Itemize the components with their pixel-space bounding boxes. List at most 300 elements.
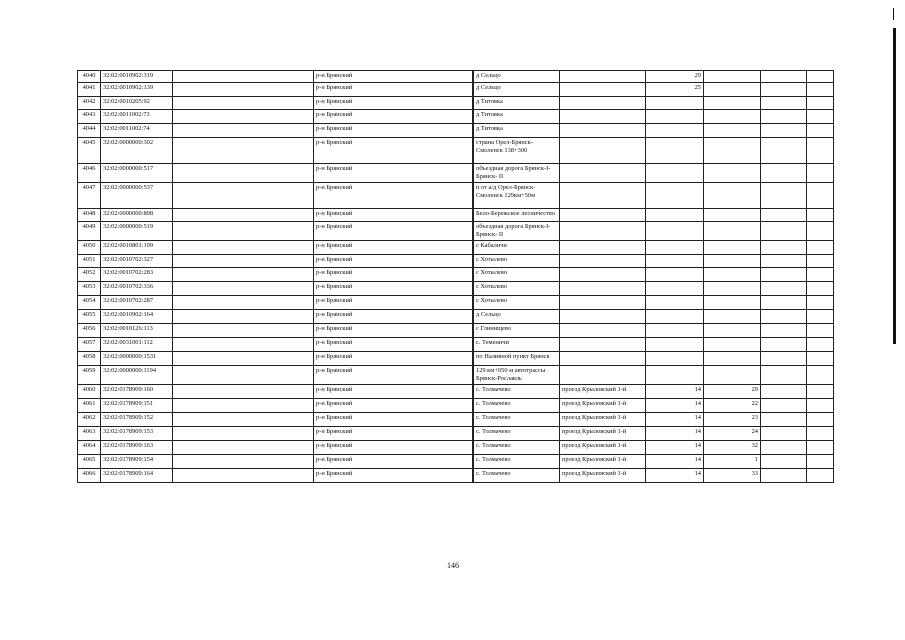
house-number-cell <box>646 138 704 164</box>
empty-cell <box>807 455 834 469</box>
empty-cell <box>173 110 314 124</box>
empty-cell <box>807 338 834 352</box>
house-number-cell <box>646 222 704 241</box>
house-number-cell <box>646 255 704 268</box>
empty-cell <box>173 310 314 324</box>
empty-cell <box>807 124 834 138</box>
district-cell: р-н Брянский <box>314 296 473 310</box>
building-number-cell: 1 <box>704 455 761 469</box>
district-cell: р-н Брянский <box>314 338 473 352</box>
locality-cell: с Хотылево <box>474 255 560 268</box>
empty-cell <box>761 209 807 222</box>
building-number-cell: 29 <box>704 385 761 399</box>
building-number-cell <box>704 138 761 164</box>
row-number-cell: 4053 <box>78 282 101 296</box>
locality-cell: п от а/д Орел-Брянск-Смоленск 129км+50м <box>474 183 560 209</box>
empty-cell <box>173 427 314 441</box>
empty-cell <box>173 399 314 413</box>
building-number-cell: 24 <box>704 427 761 441</box>
locality-cell: с. Толмачево <box>474 427 560 441</box>
empty-cell <box>761 222 807 241</box>
empty-cell <box>173 296 314 310</box>
row-number-cell: 4060 <box>78 385 101 399</box>
locality-cell: д Титовка <box>474 124 560 138</box>
table-row <box>78 164 834 183</box>
street-cell <box>560 209 646 222</box>
row-number-cell: 4066 <box>78 469 101 483</box>
district-cell: р-н Брянский <box>314 282 473 296</box>
district-cell: р-н Брянский <box>314 427 473 441</box>
empty-cell <box>807 138 834 164</box>
cadastral-number-cell: 32:02:0000000:1531 <box>101 352 173 366</box>
cadastral-number-cell: 32:02:0178909:154 <box>101 455 173 469</box>
district-cell: р-н Брянский <box>314 469 473 483</box>
row-number-cell: 4044 <box>78 124 101 138</box>
empty-cell <box>807 366 834 385</box>
row-number-cell: 4064 <box>78 441 101 455</box>
house-number-cell: 25 <box>646 83 704 97</box>
empty-cell <box>807 164 834 183</box>
empty-cell <box>807 399 834 413</box>
empty-cell <box>761 469 807 483</box>
street-cell <box>560 296 646 310</box>
scan-edge-bar <box>893 28 896 344</box>
empty-cell <box>807 324 834 338</box>
empty-cell <box>807 427 834 441</box>
cadastral-number-cell: 32:02:0178909:152 <box>101 413 173 427</box>
empty-cell <box>807 310 834 324</box>
empty-cell <box>761 83 807 97</box>
row-number-cell: 4043 <box>78 110 101 124</box>
row-number-cell: 4047 <box>78 183 101 209</box>
locality-cell: с. Толмачево <box>474 385 560 399</box>
locality-cell: д Сельцо <box>474 83 560 97</box>
empty-cell <box>807 183 834 209</box>
street-cell: проезд Крыловский 1-й <box>560 455 646 469</box>
building-number-cell <box>704 97 761 110</box>
locality-cell: с Глинищево <box>474 324 560 338</box>
table-row <box>78 455 834 469</box>
locality-cell: объездная дорога Брянск-I- Брянск- II <box>474 164 560 183</box>
street-cell <box>560 324 646 338</box>
cadastral-number-cell: 32:02:0010702:327 <box>101 255 173 268</box>
empty-cell <box>761 255 807 268</box>
street-cell <box>560 110 646 124</box>
house-number-cell <box>646 97 704 110</box>
house-number-cell: 14 <box>646 385 704 399</box>
district-cell: р-н Брянский <box>314 71 473 83</box>
empty-cell <box>761 413 807 427</box>
table-row <box>78 352 834 366</box>
cadastral-number-cell: 32:02:0000000:302 <box>101 138 173 164</box>
house-number-cell <box>646 338 704 352</box>
row-number-cell: 4061 <box>78 399 101 413</box>
empty-cell <box>173 138 314 164</box>
cadastral-number-cell: 32:02:0010126:113 <box>101 324 173 338</box>
locality-cell: по Наливной пункт Брянск <box>474 352 560 366</box>
empty-cell <box>173 469 314 483</box>
street-cell: проезд Крыловский 1-й <box>560 427 646 441</box>
street-cell <box>560 164 646 183</box>
table-row <box>78 427 834 441</box>
row-number-cell: 4040 <box>78 71 101 83</box>
cadastral-number-cell: 32:02:0011002:74 <box>101 124 173 138</box>
locality-cell: с. Толмачево <box>474 399 560 413</box>
empty-cell <box>173 324 314 338</box>
cadastral-number-cell: 32:02:0010702:287 <box>101 296 173 310</box>
row-number-cell: 4056 <box>78 324 101 338</box>
cadastral-number-cell: 32:02:0000000:517 <box>101 164 173 183</box>
street-cell: проезд Крыловский 1-й <box>560 441 646 455</box>
row-number-cell: 4045 <box>78 138 101 164</box>
street-cell <box>560 338 646 352</box>
district-cell: р-н Брянский <box>314 83 473 97</box>
house-number-cell: 14 <box>646 399 704 413</box>
house-number-cell <box>646 352 704 366</box>
district-cell: р-н Брянский <box>314 441 473 455</box>
building-number-cell <box>704 110 761 124</box>
row-number-cell: 4041 <box>78 83 101 97</box>
house-number-cell: 14 <box>646 455 704 469</box>
building-number-cell: 23 <box>704 413 761 427</box>
building-number-cell <box>704 222 761 241</box>
street-cell: проезд Крыловский 1-й <box>560 399 646 413</box>
empty-cell <box>761 110 807 124</box>
table-row <box>78 310 834 324</box>
house-number-cell <box>646 164 704 183</box>
empty-cell <box>761 183 807 209</box>
empty-cell <box>173 241 314 255</box>
table-row <box>78 399 834 413</box>
house-number-cell <box>646 209 704 222</box>
street-cell <box>560 222 646 241</box>
street-cell <box>560 124 646 138</box>
cadastral-number-cell: 32:02:0000000:1194 <box>101 366 173 385</box>
empty-cell <box>807 385 834 399</box>
table-row <box>78 241 834 255</box>
building-number-cell <box>704 241 761 255</box>
empty-cell <box>761 310 807 324</box>
building-number-cell <box>704 71 761 83</box>
street-cell <box>560 310 646 324</box>
table-row <box>78 83 834 97</box>
empty-cell <box>173 83 314 97</box>
house-number-cell <box>646 324 704 338</box>
house-number-cell <box>646 296 704 310</box>
empty-cell <box>173 455 314 469</box>
locality-cell: д Сельцо <box>474 310 560 324</box>
empty-cell <box>761 164 807 183</box>
table-row <box>78 469 834 483</box>
district-cell: р-н Брянский <box>314 455 473 469</box>
locality-cell: с Хотылево <box>474 282 560 296</box>
building-number-cell <box>704 268 761 282</box>
empty-cell <box>807 296 834 310</box>
empty-cell <box>761 385 807 399</box>
street-cell <box>560 71 646 83</box>
empty-cell <box>807 71 834 83</box>
empty-cell <box>807 469 834 483</box>
row-number-cell: 4049 <box>78 222 101 241</box>
street-cell: проезд Крыловский 1-й <box>560 469 646 483</box>
empty-cell <box>807 209 834 222</box>
cadastral-number-cell: 32:02:0000000:808 <box>101 209 173 222</box>
table-row <box>78 222 834 241</box>
empty-cell <box>173 164 314 183</box>
house-number-cell <box>646 124 704 138</box>
empty-cell <box>761 124 807 138</box>
district-cell: р-н Брянский <box>314 222 473 241</box>
empty-cell <box>807 83 834 97</box>
house-number-cell <box>646 183 704 209</box>
empty-cell <box>173 209 314 222</box>
empty-cell <box>173 124 314 138</box>
cadastral-number-cell: 32:02:0031001:112 <box>101 338 173 352</box>
street-cell <box>560 138 646 164</box>
street-cell <box>560 183 646 209</box>
district-cell: р-н Брянский <box>314 352 473 366</box>
cadastral-number-cell: 32:02:0000000:537 <box>101 183 173 209</box>
building-number-cell <box>704 183 761 209</box>
empty-cell <box>761 338 807 352</box>
locality-cell: 129 км+050 м автотрассы Брянск-Рославль <box>474 366 560 385</box>
empty-cell <box>761 296 807 310</box>
locality-cell: с. Толмачево <box>474 469 560 483</box>
empty-cell <box>807 282 834 296</box>
district-cell: р-н Брянский <box>314 310 473 324</box>
table-row <box>78 441 834 455</box>
empty-cell <box>807 413 834 427</box>
cadastral-number-cell: 32:02:0000000:519 <box>101 222 173 241</box>
cadastral-number-cell: 32:02:0010902:139 <box>101 83 173 97</box>
empty-cell <box>173 352 314 366</box>
cadastral-number-cell: 32:02:0178909:164 <box>101 469 173 483</box>
table-row <box>78 209 834 222</box>
building-number-cell <box>704 164 761 183</box>
cadastral-number-cell: 32:02:0178909:160 <box>101 385 173 399</box>
street-cell <box>560 255 646 268</box>
table-row <box>78 268 834 282</box>
district-cell: р-н Брянский <box>314 183 473 209</box>
locality-cell: с. Толмачево <box>474 413 560 427</box>
locality-cell: объездная дорога Брянск-I- Брянск- II <box>474 222 560 241</box>
row-number-cell: 4051 <box>78 255 101 268</box>
empty-cell <box>761 71 807 83</box>
locality-cell: д Сельцо <box>474 71 560 83</box>
district-cell: р-н Брянский <box>314 385 473 399</box>
cadastral-number-cell: 32:02:0010702:283 <box>101 268 173 282</box>
district-cell: р-н Брянский <box>314 268 473 282</box>
table-row <box>78 338 834 352</box>
scan-edge-tick <box>893 8 894 20</box>
street-cell <box>560 352 646 366</box>
building-number-cell <box>704 124 761 138</box>
cadastral-number-cell: 32:02:0010801:199 <box>101 241 173 255</box>
locality-cell: страна Орел-Брянск-Смоленск 138+300 <box>474 138 560 164</box>
table-row <box>78 282 834 296</box>
row-number-cell: 4059 <box>78 366 101 385</box>
street-cell <box>560 268 646 282</box>
district-cell: р-н Брянский <box>314 413 473 427</box>
district-cell: р-н Брянский <box>314 324 473 338</box>
district-cell: р-н Брянский <box>314 97 473 110</box>
district-cell: р-н Брянский <box>314 399 473 413</box>
empty-cell <box>807 255 834 268</box>
empty-cell <box>807 268 834 282</box>
empty-cell <box>807 441 834 455</box>
table-row <box>78 385 834 399</box>
cadastral-number-cell: 32:02:0010902:319 <box>101 71 173 83</box>
street-cell <box>560 366 646 385</box>
row-number-cell: 4054 <box>78 296 101 310</box>
row-number-cell: 4052 <box>78 268 101 282</box>
empty-cell <box>761 427 807 441</box>
street-cell <box>560 241 646 255</box>
empty-cell <box>761 282 807 296</box>
street-cell <box>560 282 646 296</box>
empty-cell <box>761 268 807 282</box>
empty-cell <box>761 97 807 110</box>
street-cell: проезд Крыловский 1-й <box>560 385 646 399</box>
district-cell: р-н Брянский <box>314 124 473 138</box>
empty-cell <box>173 413 314 427</box>
empty-cell <box>761 455 807 469</box>
house-number-cell: 14 <box>646 469 704 483</box>
empty-cell <box>173 97 314 110</box>
house-number-cell: 14 <box>646 441 704 455</box>
street-cell <box>560 83 646 97</box>
table-row <box>78 413 834 427</box>
table-row <box>78 366 834 385</box>
house-number-cell <box>646 282 704 296</box>
empty-cell <box>173 71 314 83</box>
district-cell: р-н Брянский <box>314 164 473 183</box>
empty-cell <box>807 97 834 110</box>
cadastral-number-cell: 32:02:0010702:336 <box>101 282 173 296</box>
empty-cell <box>173 441 314 455</box>
cadastral-number-cell: 32:02:0010902:164 <box>101 310 173 324</box>
empty-cell <box>807 110 834 124</box>
locality-cell: с Хотылево <box>474 296 560 310</box>
empty-cell <box>761 324 807 338</box>
row-number-cell: 4055 <box>78 310 101 324</box>
house-number-cell <box>646 268 704 282</box>
empty-cell <box>173 222 314 241</box>
building-number-cell <box>704 310 761 324</box>
district-cell: р-н Брянский <box>314 138 473 164</box>
building-number-cell <box>704 296 761 310</box>
house-number-cell <box>646 310 704 324</box>
table-row <box>78 324 834 338</box>
building-number-cell <box>704 324 761 338</box>
row-number-cell: 4042 <box>78 97 101 110</box>
empty-cell <box>173 338 314 352</box>
empty-cell <box>807 241 834 255</box>
house-number-cell: 14 <box>646 427 704 441</box>
locality-cell: с Хотылево <box>474 268 560 282</box>
empty-cell <box>173 255 314 268</box>
table-row <box>78 124 834 138</box>
row-number-cell: 4062 <box>78 413 101 427</box>
row-number-cell: 4048 <box>78 209 101 222</box>
locality-cell: Бело-Бережское лесничество <box>474 209 560 222</box>
locality-cell: д Титовка <box>474 110 560 124</box>
district-cell: р-н Брянский <box>314 110 473 124</box>
empty-cell <box>173 385 314 399</box>
row-number-cell: 4065 <box>78 455 101 469</box>
house-number-cell <box>646 366 704 385</box>
locality-cell: с. Толмачево <box>474 455 560 469</box>
building-number-cell <box>704 282 761 296</box>
table-row <box>78 110 834 124</box>
building-number-cell: 22 <box>704 399 761 413</box>
table-row <box>78 138 834 164</box>
table-row <box>78 183 834 209</box>
house-number-cell <box>646 241 704 255</box>
house-number-cell: 29 <box>646 71 704 83</box>
cadastral-number-cell: 32:02:0010205:92 <box>101 97 173 110</box>
locality-cell: д Титовка <box>474 97 560 110</box>
cadastral-number-cell: 32:02:0178909:163 <box>101 441 173 455</box>
building-number-cell <box>704 209 761 222</box>
empty-cell <box>173 282 314 296</box>
district-cell: р-н Брянский <box>314 209 473 222</box>
empty-cell <box>173 268 314 282</box>
empty-cell <box>761 352 807 366</box>
empty-cell <box>761 441 807 455</box>
empty-cell <box>807 352 834 366</box>
registry-table <box>77 70 834 483</box>
empty-cell <box>761 366 807 385</box>
cadastral-number-cell: 32:02:0011002:73 <box>101 110 173 124</box>
table-row <box>78 296 834 310</box>
locality-cell: с. Теменичи <box>474 338 560 352</box>
empty-cell <box>807 222 834 241</box>
row-number-cell: 4058 <box>78 352 101 366</box>
building-number-cell <box>704 352 761 366</box>
table-row <box>78 71 834 83</box>
locality-cell: с Кабаличи <box>474 241 560 255</box>
table-row <box>78 97 834 110</box>
street-cell: проезд Крыловский 1-й <box>560 413 646 427</box>
row-number-cell: 4063 <box>78 427 101 441</box>
empty-cell <box>761 241 807 255</box>
cadastral-number-cell: 32:02:0178909:153 <box>101 427 173 441</box>
table-row <box>78 255 834 268</box>
building-number-cell <box>704 366 761 385</box>
district-cell: р-н Брянский <box>314 366 473 385</box>
empty-cell <box>173 366 314 385</box>
district-cell: р-н Брянский <box>314 241 473 255</box>
street-cell <box>560 97 646 110</box>
cadastral-number-cell: 32:02:0178909:151 <box>101 399 173 413</box>
house-number-cell: 14 <box>646 413 704 427</box>
empty-cell <box>761 399 807 413</box>
row-number-cell: 4057 <box>78 338 101 352</box>
registry-body <box>78 71 834 483</box>
empty-cell <box>761 138 807 164</box>
row-number-cell: 4050 <box>78 241 101 255</box>
house-number-cell <box>646 110 704 124</box>
building-number-cell <box>704 255 761 268</box>
building-number-cell: 32 <box>704 441 761 455</box>
empty-cell <box>173 183 314 209</box>
locality-cell: с. Толмачево <box>474 441 560 455</box>
building-number-cell <box>704 83 761 97</box>
page-number: 146 <box>447 561 459 570</box>
building-number-cell: 33 <box>704 469 761 483</box>
building-number-cell <box>704 338 761 352</box>
